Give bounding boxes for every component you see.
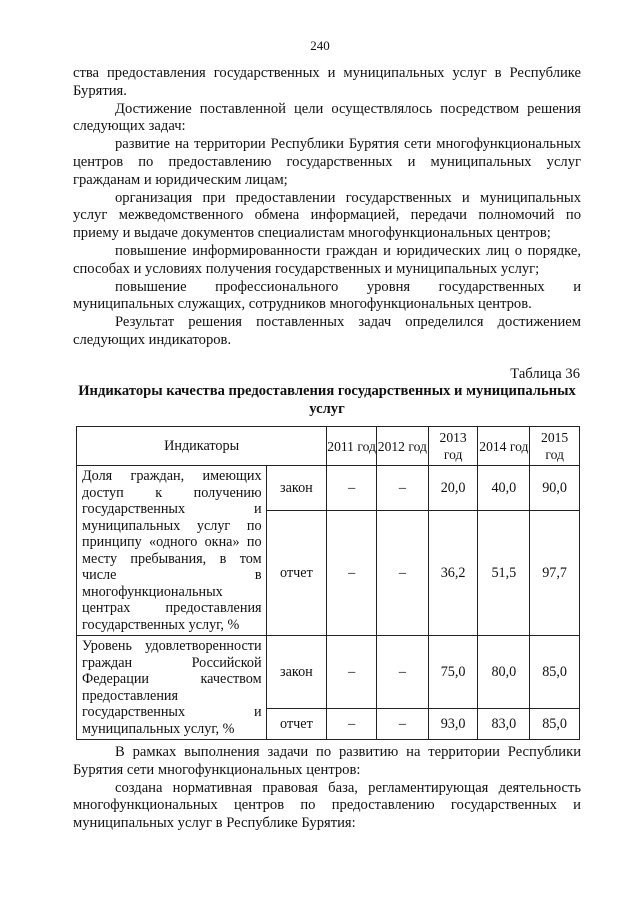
header-year: 2012 год <box>377 427 429 466</box>
header-year: 2015 год <box>530 427 580 466</box>
table-row <box>77 636 580 709</box>
row-kind: отчет <box>266 511 327 636</box>
table-cell: 93,0 <box>428 709 478 740</box>
page-number: 240 <box>310 38 330 53</box>
table-cell: – <box>377 466 429 511</box>
table-cell: – <box>377 636 429 709</box>
header-year: 2013 год <box>428 427 478 466</box>
table-cell: 83,0 <box>478 709 530 740</box>
table-cell: 36,2 <box>428 511 478 636</box>
paragraph: повышение профессионального уровня государственных и муниципальных служащих, сотрудников многофункциональных центров. <box>73 278 581 313</box>
table-cell: – <box>327 636 377 709</box>
table-cell: 40,0 <box>478 466 530 511</box>
header-indicators: Индикаторы <box>77 427 327 466</box>
table-cell: – <box>327 709 377 740</box>
table-title: Индикаторы качества предоставления государственных и муниципальных услуг <box>78 383 576 417</box>
table-cell: – <box>327 466 377 511</box>
table-cell: 85,0 <box>530 709 580 740</box>
indicator-name: Доля граждан, имеющих доступ к получению государственных и муниципальных услуг по принципу «одного окна» по месту пребывания, в том числе в многофункциональных центрах предоставления государственных услуг, % <box>77 466 267 636</box>
paragraph: повышение информированности граждан и юридических лиц о порядке, способах и условиях получения государственных и муниципальных услуг; <box>73 242 581 277</box>
paragraph: организация при предоставлении государственных и муниципальных услуг межведомственного обмена информацией, передачи полномочий по приему и выдаче документов специалистам многофункциональных центров; <box>73 189 581 242</box>
outro-text <box>73 744 581 833</box>
indicators-table <box>76 426 580 740</box>
paragraph: Результат решения поставленных задач определился достижением следующих индикаторов. <box>73 314 581 348</box>
paragraph: создана нормативная правовая база, регламентирующая деятельность многофункциональных центров по предоставлению государственных и муниципальных услуг в Республике Бурятия: <box>73 779 581 832</box>
table-row <box>77 466 580 511</box>
row-kind: отчет <box>266 709 327 740</box>
paragraph: ства предоставления государственных и муниципальных услуг в Республике Бурятия. <box>73 65 581 99</box>
table-cell: – <box>377 709 429 740</box>
table-number: Таблица 36 <box>510 366 580 382</box>
table-cell: 85,0 <box>530 636 580 709</box>
paragraph: развитие на территории Республики Бурятия сети многофункциональных центров по предоставлению государственных и муниципальных услуг гражданам и юридическим лицам; <box>73 136 581 188</box>
indicator-name: Уровень удовлетворенности граждан Российской Федерации качеством предоставления государственных и муниципальных услуг, % <box>77 636 267 740</box>
intro-text <box>73 65 581 350</box>
header-year: 2014 год <box>478 427 530 466</box>
table-cell: 90,0 <box>530 466 580 511</box>
header-year: 2011 год <box>327 427 377 466</box>
table-cell: – <box>327 511 377 636</box>
row-kind: закон <box>266 636 327 709</box>
table-cell: 80,0 <box>478 636 530 709</box>
table-header-row <box>77 427 580 466</box>
table-cell: 75,0 <box>428 636 478 709</box>
table-cell: 97,7 <box>530 511 580 636</box>
paragraph: Достижение поставленной цели осуществлялось посредством решения следующих задач: <box>73 100 581 135</box>
paragraph: В рамках выполнения задачи по развитию на территории Республики Бурятия сети многофункциональных центров: <box>73 744 581 778</box>
table-cell: 20,0 <box>428 466 478 511</box>
row-kind: закон <box>266 466 327 511</box>
table-cell: 51,5 <box>478 511 530 636</box>
table-cell: – <box>377 511 429 636</box>
